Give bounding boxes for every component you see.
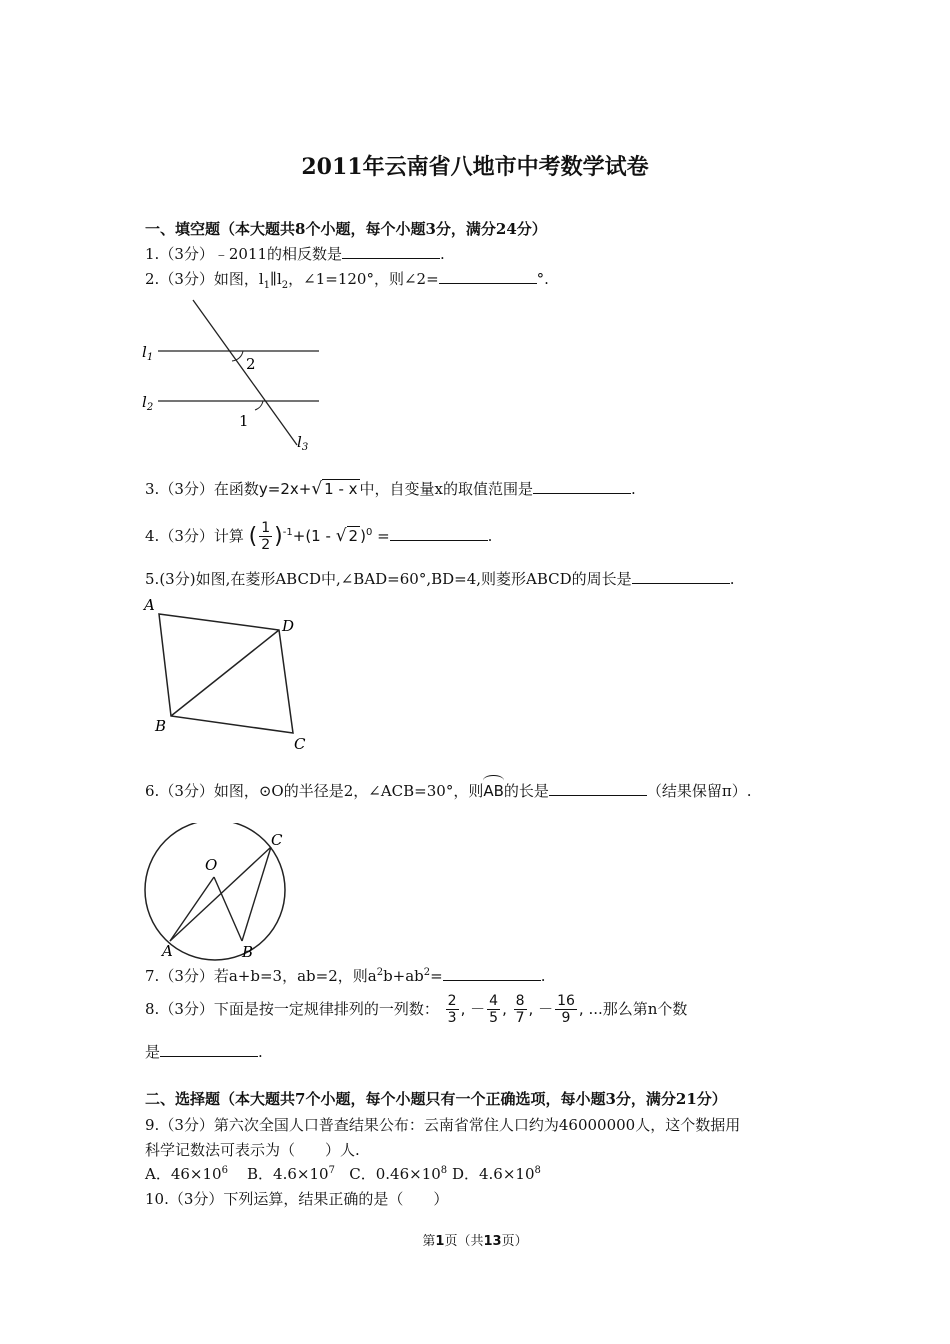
point-c: C [271, 831, 283, 849]
question-5: 5.(3分)如图,在菱形ABCD中,∠BAD=60°,BD=4,则菱形ABCD的周长是 . [145, 570, 735, 588]
question-3: 3.（3分）在函数y=2x+√ 1 - x 中，自变量x的取值范围是 . [145, 479, 636, 499]
question-7: 7.（3分）若a+b=3，ab=2，则$a^2b+ab^2=$ . [145, 967, 546, 985]
rhombus-abcd [159, 614, 293, 733]
answer-blank [439, 270, 537, 284]
segment-oa [170, 877, 214, 941]
question-10: 10.（3分）下列运算，结果正确的是（ ） [145, 1190, 449, 1208]
page-title: 2011年云南省八地市中考数学试卷 [301, 154, 649, 180]
question-6: 6.（3分）如图，⊙O的半径是2，∠ACB=30°，则AB的长是 （结果保留π）. [145, 782, 752, 800]
circle-o [145, 823, 285, 960]
rhombus-figure [138, 593, 318, 758]
answer-blank [443, 967, 541, 981]
diagonal-bd [171, 630, 279, 716]
vertex-c: C [294, 735, 306, 753]
fraction: $\frac{16}{9}$ [557, 993, 575, 1026]
vertex-d: D [282, 617, 295, 635]
fraction: $\frac{8}{7}$ [515, 993, 525, 1026]
label-l3: $l_3$ [297, 433, 309, 453]
option-d: D．$4.6\times 10^8$ [451, 1165, 541, 1183]
answer-blank [160, 1043, 258, 1057]
label-l2: $l_2$ [142, 393, 154, 413]
question-1: 1.（3分）﹣2011的相反数是 . [145, 245, 445, 263]
option-b: B．$4.6\times 10^7$ [247, 1165, 335, 1183]
question-9-continued: 科学记数法可表示为（ ）人. [145, 1141, 360, 1159]
parallel-lines-figure [135, 295, 335, 460]
label-l1: $l_1$ [142, 343, 154, 363]
arc-ab: AB [483, 782, 504, 800]
label-angle-1: 1 [239, 412, 249, 430]
section-heading-fill-blank: 一、填空题（本大题共8个小题，每个小题3分，满分24分） [145, 220, 547, 238]
vertex-a: A [144, 596, 155, 614]
question-8-continued: 是 . [145, 1043, 263, 1061]
answer-blank [390, 527, 488, 541]
label-angle-2: 2 [246, 355, 256, 373]
option-c: C．$0.46\times 10^8$ [349, 1165, 448, 1183]
angle-1-arc [255, 401, 263, 410]
point-a: A [162, 942, 173, 960]
fraction: $\frac{4}{5}$ [489, 993, 499, 1026]
question-4: 4.（3分）计算 ( $\frac{1}{2}$ )$^{-1}$+(1 - √ 2 )$^0$ = . [145, 520, 493, 553]
answer-blank [549, 782, 647, 796]
section-heading-multiple-choice: 二、选择题（本大题共7个小题，每个小题只有一个正确选项，每小题3分，满分21分） [145, 1090, 727, 1108]
function-formula: y=2x+√ 1 - x [258, 479, 358, 499]
question-8: 8.（3分）下面是按一定规律排列的一列数： $\frac{2}{3}$ , － $\frac{4}{5}$ , $\frac{8}{7}$ , － $\frac{16}{9}$ , ...那么第n个数 [145, 993, 688, 1026]
expression: ( $\frac{1}{2}$ )$^{-1}$+(1 - √ 2 )$^0$ [248, 520, 373, 553]
circle-figure [138, 823, 298, 963]
page-footer: 第1页（共13页） [422, 1234, 528, 1249]
fraction: $\frac{2}{3}$ [447, 993, 457, 1026]
answer-blank [632, 570, 730, 584]
sequence: $\frac{2}{3}$ , － $\frac{4}{5}$ , $\frac{8}{7}$ , － $\frac{16}{9}$ , [447, 993, 589, 1026]
question-2: 2.（3分）如图，$l_1\parallel l_2$，∠1=120°，则∠2= °. [145, 270, 549, 291]
vertex-b: B [155, 717, 167, 735]
point-b: B [242, 943, 254, 961]
question-9: 9.（3分）第六次全国人口普查结果公布：云南省常住人口约为46000000人，这个数据用 [145, 1116, 741, 1134]
answer-blank [533, 480, 631, 494]
option-a: A．$46\times 10^6$ [145, 1165, 228, 1183]
point-o: O [205, 856, 218, 874]
question-9-options [145, 1163, 541, 1184]
answer-blank [342, 245, 440, 259]
